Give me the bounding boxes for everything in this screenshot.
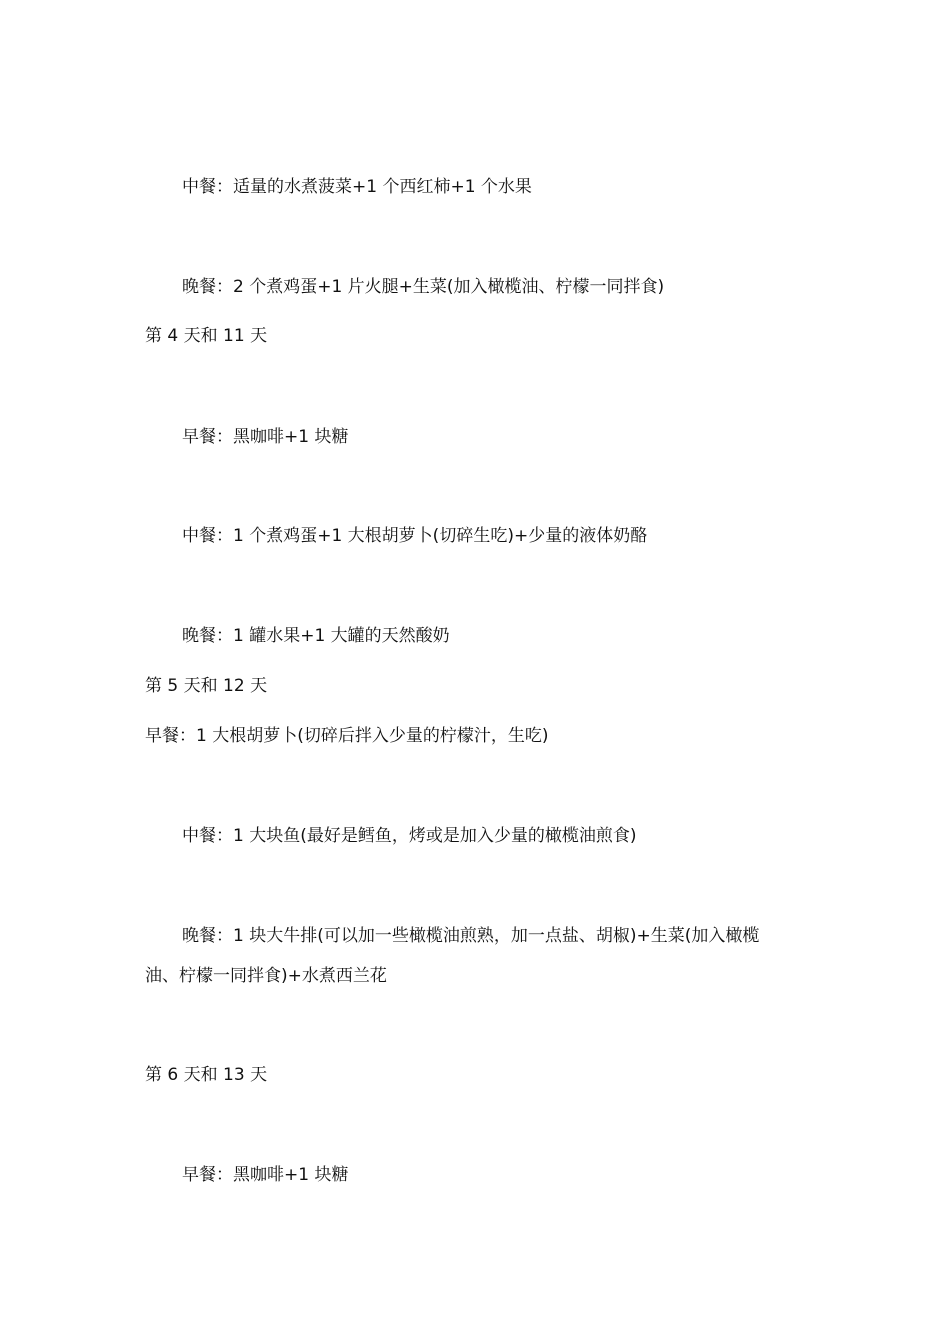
- lunch-line: 中餐：1 大块鱼(最好是鳕鱼，烤或是加入少量的橄榄油煎食): [182, 826, 637, 846]
- dinner-line: 晚餐：2 个煮鸡蛋+1 片火腿+生菜(加入橄榄油、柠檬一同拌食): [182, 277, 665, 297]
- dinner-line: 晚餐：1 罐水果+1 大罐的天然酸奶: [182, 626, 450, 646]
- dinner-line: 晚餐：1 块大牛排(可以加一些橄榄油煎熟，加一点盐、胡椒)+生菜(加入橄榄: [182, 926, 760, 946]
- lunch-line: 中餐：1 个煮鸡蛋+1 大根胡萝卜(切碎生吃)+少量的液体奶酪: [182, 526, 648, 546]
- breakfast-line: 早餐：黑咖啡+1 块糖: [182, 1165, 349, 1185]
- dinner-line-continued: 油、柠檬一同拌食)+水煮西兰花: [145, 966, 387, 986]
- lunch-line: 中餐：适量的水煮菠菜+1 个西红柿+1 个水果: [182, 177, 532, 197]
- breakfast-line: 早餐：黑咖啡+1 块糖: [182, 427, 349, 447]
- day-heading: 第 6 天和 13 天: [145, 1065, 268, 1085]
- day-heading: 第 4 天和 11 天: [145, 326, 268, 346]
- day-heading: 第 5 天和 12 天: [145, 676, 268, 696]
- breakfast-line: 早餐：1 大根胡萝卜(切碎后拌入少量的柠檬汁，生吃): [145, 726, 549, 746]
